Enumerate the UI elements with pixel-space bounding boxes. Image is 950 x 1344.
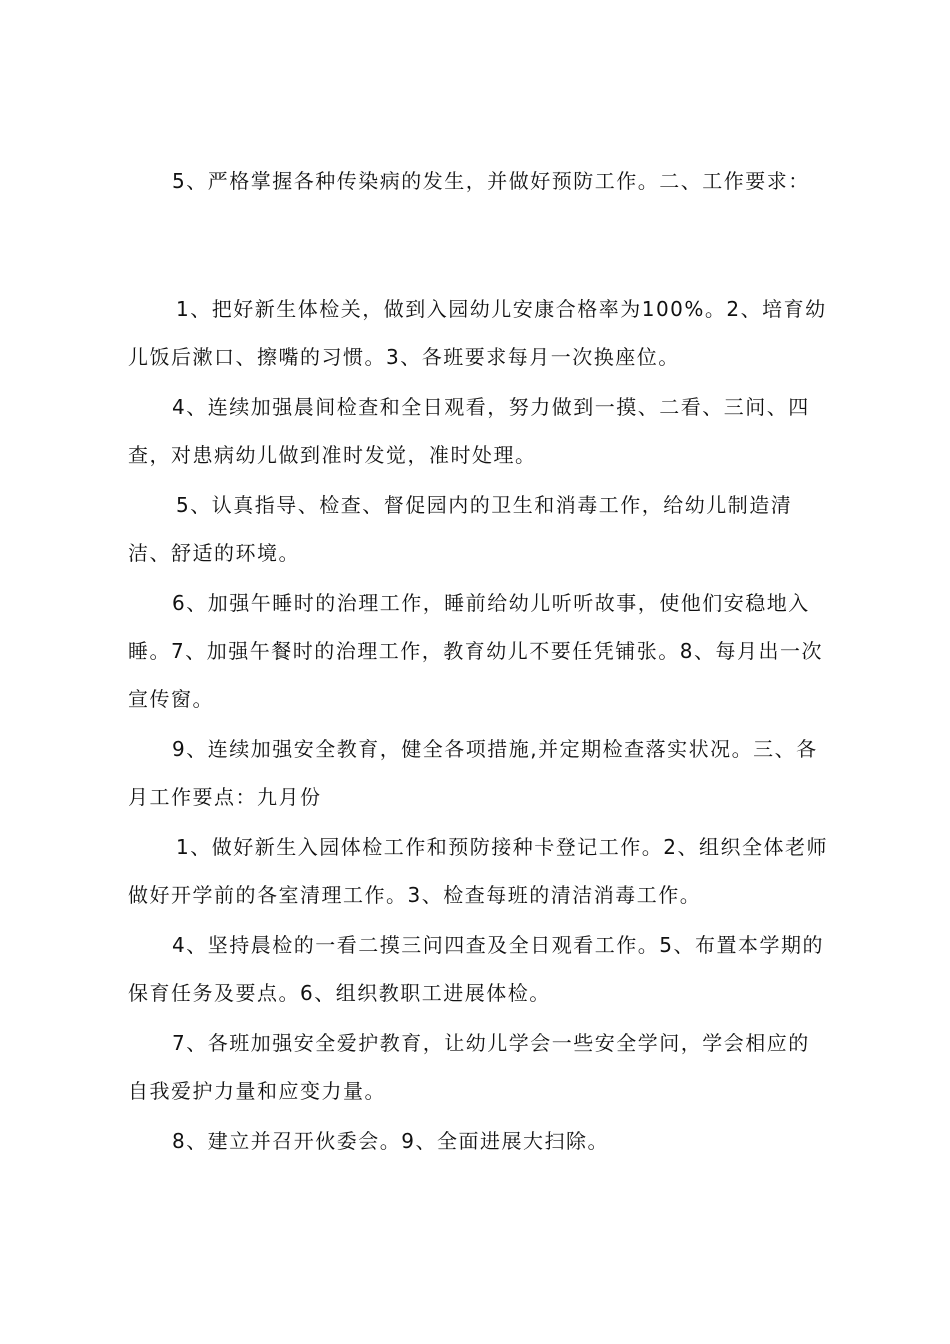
paragraph-infectious-disease: 5、严格掌握各种传染病的发生，并做好预防工作。二、工作要求：	[172, 169, 810, 193]
paragraph-september-3: 7、各班加强安全爱护教育，让幼儿学会一些安全学问，学会相应的自我爱护力量和应变力量。	[128, 1031, 810, 1103]
paragraph-september-2: 4、坚持晨检的一看二摸三问四查及全日观看工作。5、布置本学期的保育任务及要点。6、组织教职工进展体检。	[128, 933, 824, 1005]
paragraph-september-4: 8、建立并召开伙委会。9、全面进展大扫除。	[172, 1129, 609, 1153]
paragraph-nap-lunch: 6、加强午睡时的治理工作，睡前给幼儿听听故事，使他们安稳地入睡。7、加强午餐时的治理工作，教育幼儿不要任凭铺张。8、每月出一次宣传窗。	[128, 591, 823, 711]
paragraph-hygiene: 5、认真指导、检查、督促园内的卫生和消毒工作，给幼儿制造清洁、舒适的环境。	[128, 493, 793, 565]
paragraph-health-check: 1、把好新生体检关，做到入园幼儿安康合格率为100%。2、培育幼儿饭后漱口、擦嘴的习惯。3、各班要求每月一次换座位。	[128, 297, 827, 369]
paragraph-safety-education: 9、连续加强安全教育，健全各项措施,并定期检查落实状况。三、各月工作要点：九月份	[128, 737, 818, 809]
paragraph-morning-check: 4、连续加强晨间检查和全日观看，努力做到一摸、二看、三问、四查，对患病幼儿做到准时发觉，准时处理。	[128, 395, 810, 467]
paragraph-september-1: 1、做好新生入园体检工作和预防接种卡登记工作。2、组织全体老师做好开学前的各室清理工作。3、检查每班的清洁消毒工作。	[128, 835, 828, 907]
